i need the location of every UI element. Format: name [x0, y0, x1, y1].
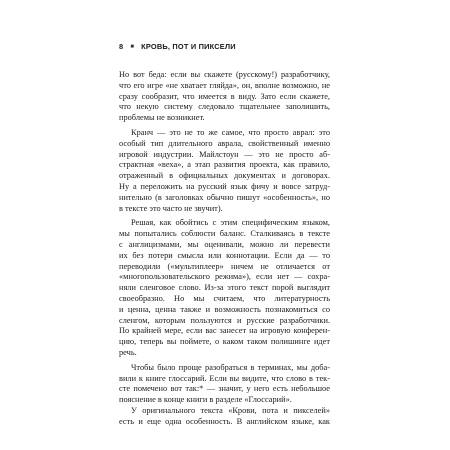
- text-line: Но вот беда: если вы скажете (русскому!) разработчику,: [119, 70, 330, 79]
- text-line: пояснение в конце книги в разделе «Глоссарий».: [119, 395, 292, 405]
- text-line: проблемы не возникнет.: [119, 113, 205, 123]
- text-line: их без потери смысла или коннотации. Если да — то: [119, 250, 330, 260]
- text-line: переводили («мультиплеер» ничем не отличается от: [119, 261, 330, 271]
- text-line: что некую систему следовало тщательнее заполишить,: [119, 102, 330, 112]
- text-line: отраженный в официальных документах и договорах.: [119, 171, 330, 181]
- text-line: страктная «веха», а этап развития проекта, как правило,: [119, 160, 330, 170]
- text-line: своеобразно. Но мы считаем, что литературность: [119, 293, 330, 303]
- body-text: [119, 70, 330, 428]
- text-line: сленгом, которым пользуются и русские разработчики.: [119, 315, 330, 325]
- text-line: игровой индустрии. Майлстоун — это не просто аб-: [119, 149, 330, 159]
- text-line: с англицизмами, мы оценивали, можно ли перевести: [119, 239, 330, 249]
- text-line: По крайней мере, если вас занесет на игровую конферен-: [119, 326, 330, 336]
- text-line: особый тип длительного аврала, свойственный именно: [119, 138, 330, 148]
- page-number: 8: [119, 42, 124, 51]
- text-line: что его игре «не хватает гляйда», он, вполне возможно, не: [119, 80, 330, 90]
- text-line: в тексте это часто не звучит).: [119, 203, 223, 213]
- header-square-mark: ■: [130, 43, 135, 50]
- text-line: и ценна, ценна также и возможность познакомиться со: [119, 304, 330, 314]
- text-line: У оригинального текста «Крови, пота и пикселей»: [131, 405, 330, 415]
- text-line: Ну а переложить на русский язык фичу и вовсе затруд-: [119, 181, 330, 191]
- text-line: мы попытались соблюсти баланс. Сталкиваясь в тексте: [119, 229, 330, 239]
- running-title: КРОВЬ, ПОТ И ПИКСЕЛИ: [141, 42, 236, 51]
- text-line: есть и еще одна особенность. В английском языке, как: [119, 416, 330, 426]
- text-line: Чтобы было проще разобраться в терминах, мы доба-: [131, 362, 330, 372]
- text-line: сразу сообразит, что имеется в виду. Зато если скажете,: [119, 91, 330, 101]
- running-header: [119, 42, 236, 51]
- text-line: речь.: [119, 347, 137, 357]
- text-line: вили к книге глоссарий. Если вы видите, что слово в тек-: [119, 373, 330, 383]
- text-line: нительно (в заголовках обычно пишут «особенность», но: [119, 192, 330, 202]
- text-line: сте помечено вот так:* — значит, у него есть небольшое: [119, 384, 330, 394]
- text-line: Решая, как обойтись с этим специфическим языком,: [131, 218, 330, 228]
- text-line: цию, теперь вы поймете, о каком таком полишинге идет: [119, 337, 330, 347]
- text-line: няли сленговое слово. Из-за этого текст порой выглядит: [119, 283, 330, 293]
- text-line: «многопользовательского режима»), если нет — сохра-: [119, 272, 330, 282]
- text-line: Кранч — это не то же самое, что просто аврал: это: [131, 127, 330, 137]
